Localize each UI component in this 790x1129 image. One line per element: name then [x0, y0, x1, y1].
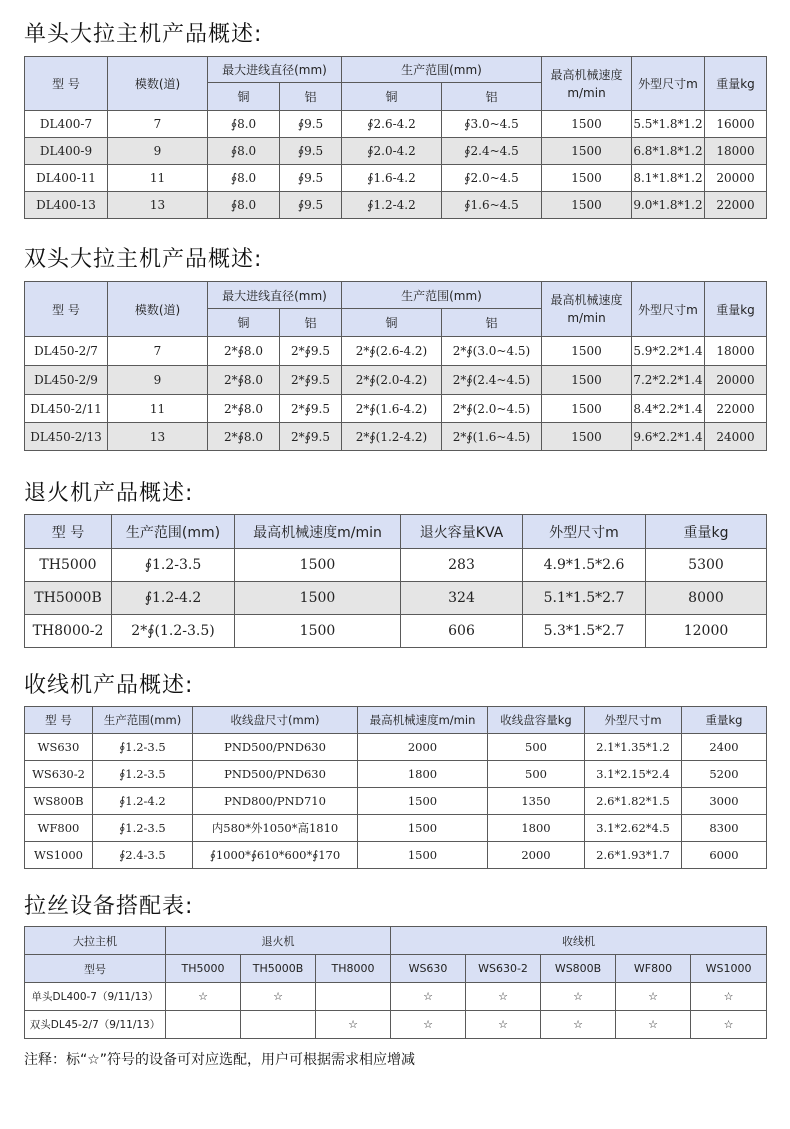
cell-speed: 1500 — [542, 366, 632, 395]
cell-al-inlet: 2*∮9.5 — [280, 337, 342, 366]
cell-spool-capacity: 500 — [488, 734, 585, 761]
header-aluminum: 铝 — [442, 309, 542, 337]
cell-empty — [241, 1011, 316, 1039]
cell-main-model: 双头DL45-2/7（9/11/13） — [25, 1011, 166, 1039]
cell-model: TH5000 — [25, 549, 112, 582]
cell-speed: 1500 — [235, 615, 401, 648]
cell-al-range: 2*∮(2.0~4.5) — [442, 395, 542, 423]
cell-cu-range: ∮2.0-4.2 — [342, 138, 442, 165]
header-dies: 模数(道) — [108, 282, 208, 337]
cell-al-range: 2*∮(1.6~4.5) — [442, 423, 542, 451]
star-icon: ☆ — [616, 983, 691, 1011]
cell-weight: 8300 — [682, 815, 767, 842]
header-range: 生产范围(mm) — [112, 515, 235, 549]
cell-speed: 1500 — [542, 192, 632, 219]
cell-speed: 1500 — [542, 111, 632, 138]
double-head-table — [24, 281, 767, 451]
star-icon: ☆ — [391, 983, 466, 1011]
header-model: 型 号 — [25, 515, 112, 549]
table-row — [25, 983, 767, 1011]
table-row — [25, 788, 767, 815]
table-row — [25, 734, 767, 761]
annealer-table — [24, 514, 767, 648]
table-row — [25, 165, 767, 192]
star-icon: ☆ — [466, 983, 541, 1011]
star-icon: ☆ — [316, 1011, 391, 1039]
cell-al-range: 2*∮(2.4~4.5) — [442, 366, 542, 395]
cell-weight: 20000 — [705, 366, 767, 395]
header-size: 外型尺寸m — [585, 707, 682, 734]
header-weight: 重量kg — [682, 707, 767, 734]
cell-al-inlet: ∮9.5 — [280, 165, 342, 192]
cell-dies: 13 — [108, 192, 208, 219]
cell-model: DL450-2/13 — [25, 423, 108, 451]
header-ws1000: WS1000 — [691, 955, 767, 983]
cell-capacity: 606 — [401, 615, 523, 648]
cell-spool-capacity: 1800 — [488, 815, 585, 842]
cell-al-range: ∮2.4~4.5 — [442, 138, 542, 165]
header-weight: 重量kg — [646, 515, 767, 549]
header-copper: 铜 — [342, 83, 442, 111]
cell-model: TH8000-2 — [25, 615, 112, 648]
cell-size: 2.6*1.82*1.5 — [585, 788, 682, 815]
cell-weight: 5300 — [646, 549, 767, 582]
cell-cu-inlet: ∮8.0 — [208, 165, 280, 192]
cell-cu-range: ∮2.6-4.2 — [342, 111, 442, 138]
cell-dies: 13 — [108, 423, 208, 451]
table-row — [25, 423, 767, 451]
cell-model: WS800B — [25, 788, 93, 815]
cell-size: 2.6*1.93*1.7 — [585, 842, 682, 869]
header-annealer: 退火机 — [166, 927, 391, 955]
cell-weight: 3000 — [682, 788, 767, 815]
cell-speed: 1500 — [358, 842, 488, 869]
cell-size: 4.9*1.5*2.6 — [523, 549, 646, 582]
cell-al-range: 2*∮(3.0~4.5) — [442, 337, 542, 366]
star-icon: ☆ — [166, 983, 241, 1011]
header-copper: 铜 — [208, 83, 280, 111]
header-speed: 最高机械速度m/min — [542, 282, 632, 337]
header-weight: 重量kg — [705, 282, 767, 337]
header-ws800b: WS800B — [541, 955, 616, 983]
header-speed: 最高机械速度m/min — [235, 515, 401, 549]
table-row — [25, 192, 767, 219]
header-th8000: TH8000 — [316, 955, 391, 983]
cell-model: DL450-2/7 — [25, 337, 108, 366]
cell-model: WS630 — [25, 734, 93, 761]
table-row — [25, 615, 767, 648]
cell-cu-inlet: 2*∮8.0 — [208, 423, 280, 451]
star-icon: ☆ — [541, 983, 616, 1011]
cell-model: WS1000 — [25, 842, 93, 869]
cell-al-range: ∮3.0~4.5 — [442, 111, 542, 138]
header-main-machine: 大拉主机 — [25, 927, 166, 955]
header-copper: 铜 — [208, 309, 280, 337]
cell-cu-range: 2*∮(2.6-4.2) — [342, 337, 442, 366]
header-spool-capacity: 收线盘容量kg — [488, 707, 585, 734]
header-model: 型号 — [25, 955, 166, 983]
cell-size: 2.1*1.35*1.2 — [585, 734, 682, 761]
cell-cu-inlet: 2*∮8.0 — [208, 366, 280, 395]
table-row — [25, 815, 767, 842]
cell-cu-range: 2*∮(1.6-4.2) — [342, 395, 442, 423]
cell-weight: 24000 — [705, 423, 767, 451]
star-icon: ☆ — [241, 983, 316, 1011]
cell-al-inlet: 2*∮9.5 — [280, 423, 342, 451]
cell-dies: 11 — [108, 165, 208, 192]
cell-size: 5.1*1.5*2.7 — [523, 582, 646, 615]
table-row — [25, 1011, 767, 1039]
cell-spool-size: 内580*外1050*高1810 — [193, 815, 358, 842]
cell-weight: 2400 — [682, 734, 767, 761]
single-head-table — [24, 56, 767, 219]
cell-cu-inlet: ∮8.0 — [208, 138, 280, 165]
cell-weight: 20000 — [705, 165, 767, 192]
cell-speed: 1500 — [542, 165, 632, 192]
header-model: 型 号 — [25, 57, 108, 111]
header-ws630-2: WS630-2 — [466, 955, 541, 983]
cell-speed: 1800 — [358, 761, 488, 788]
cell-cu-inlet: 2*∮8.0 — [208, 337, 280, 366]
cell-model: WS630-2 — [25, 761, 93, 788]
cell-cu-inlet: ∮8.0 — [208, 192, 280, 219]
cell-speed: 1500 — [542, 423, 632, 451]
cell-model: TH5000B — [25, 582, 112, 615]
cell-capacity: 283 — [401, 549, 523, 582]
cell-weight: 8000 — [646, 582, 767, 615]
matching-table — [24, 926, 767, 1039]
table-row — [25, 366, 767, 395]
cell-range: ∮1.2-3.5 — [93, 734, 193, 761]
cell-spool-capacity: 1350 — [488, 788, 585, 815]
cell-weight: 22000 — [705, 395, 767, 423]
header-size: 外型尺寸m — [632, 282, 705, 337]
cell-model: DL450-2/11 — [25, 395, 108, 423]
cell-capacity: 324 — [401, 582, 523, 615]
header-weight: 重量kg — [705, 57, 767, 111]
header-speed: 最高机械速度m/min — [542, 57, 632, 111]
cell-al-inlet: ∮9.5 — [280, 111, 342, 138]
cell-speed: 1500 — [542, 337, 632, 366]
cell-al-range: ∮2.0~4.5 — [442, 165, 542, 192]
cell-range: ∮1.2-4.2 — [93, 788, 193, 815]
cell-size: 3.1*2.62*4.5 — [585, 815, 682, 842]
cell-speed: 1500 — [358, 815, 488, 842]
cell-speed: 1500 — [358, 788, 488, 815]
cell-size: 3.1*2.15*2.4 — [585, 761, 682, 788]
cell-al-inlet: 2*∮9.5 — [280, 366, 342, 395]
header-aluminum: 铝 — [280, 309, 342, 337]
star-icon: ☆ — [541, 1011, 616, 1039]
cell-range: 2*∮(1.2-3.5) — [112, 615, 235, 648]
header-range: 生产范围(mm) — [93, 707, 193, 734]
header-th5000: TH5000 — [166, 955, 241, 983]
header-range: 生产范围(mm) — [342, 282, 542, 309]
header-model: 型 号 — [25, 707, 93, 734]
star-icon: ☆ — [691, 1011, 767, 1039]
cell-dies: 9 — [108, 366, 208, 395]
cell-range: ∮2.4-3.5 — [93, 842, 193, 869]
header-speed: 最高机械速度m/min — [358, 707, 488, 734]
cell-al-inlet: 2*∮9.5 — [280, 395, 342, 423]
cell-cu-range: ∮1.2-4.2 — [342, 192, 442, 219]
cell-spool-size: ∮1000*∮610*600*∮170 — [193, 842, 358, 869]
table-row — [25, 761, 767, 788]
header-capacity: 退火容量KVA — [401, 515, 523, 549]
cell-speed: 1500 — [235, 582, 401, 615]
table-row — [25, 582, 767, 615]
cell-al-range: ∮1.6~4.5 — [442, 192, 542, 219]
table-row — [25, 549, 767, 582]
takeup-table — [24, 706, 767, 869]
cell-weight: 18000 — [705, 337, 767, 366]
cell-dies: 9 — [108, 138, 208, 165]
cell-cu-range: ∮1.6-4.2 — [342, 165, 442, 192]
cell-weight: 22000 — [705, 192, 767, 219]
cell-speed: 1500 — [542, 138, 632, 165]
cell-speed: 1500 — [235, 549, 401, 582]
cell-size: 5.3*1.5*2.7 — [523, 615, 646, 648]
cell-dies: 7 — [108, 111, 208, 138]
cell-cu-inlet: ∮8.0 — [208, 111, 280, 138]
cell-size: 7.2*2.2*1.4 — [632, 366, 705, 395]
cell-weight: 18000 — [705, 138, 767, 165]
header-max-inlet: 最大进线直径(mm) — [208, 282, 342, 309]
cell-size: 5.9*2.2*1.4 — [632, 337, 705, 366]
cell-al-inlet: ∮9.5 — [280, 192, 342, 219]
cell-spool-size: PND800/PND710 — [193, 788, 358, 815]
cell-range: ∮1.2-3.5 — [93, 815, 193, 842]
cell-size: 6.8*1.8*1.2 — [632, 138, 705, 165]
double-head-title: 双头大拉主机产品概述: — [24, 247, 263, 272]
single-head-title: 单头大拉主机产品概述: — [24, 22, 263, 47]
star-icon: ☆ — [466, 1011, 541, 1039]
cell-model: DL400-9 — [25, 138, 108, 165]
header-wf800: WF800 — [616, 955, 691, 983]
matching-title: 拉丝设备搭配表: — [24, 894, 194, 919]
table-row — [25, 842, 767, 869]
header-takeup: 收线机 — [391, 927, 767, 955]
cell-weight: 6000 — [682, 842, 767, 869]
cell-size: 9.6*2.2*1.4 — [632, 423, 705, 451]
cell-size: 8.1*1.8*1.2 — [632, 165, 705, 192]
cell-weight: 12000 — [646, 615, 767, 648]
cell-main-model: 单头DL400-7（9/11/13） — [25, 983, 166, 1011]
cell-weight: 5200 — [682, 761, 767, 788]
table-row — [25, 395, 767, 423]
cell-size: 8.4*2.2*1.4 — [632, 395, 705, 423]
cell-dies: 11 — [108, 395, 208, 423]
cell-range: ∮1.2-3.5 — [93, 761, 193, 788]
header-size: 外型尺寸m — [632, 57, 705, 111]
star-icon: ☆ — [616, 1011, 691, 1039]
cell-empty — [316, 983, 391, 1011]
header-copper: 铜 — [342, 309, 442, 337]
star-icon: ☆ — [391, 1011, 466, 1039]
cell-spool-capacity: 500 — [488, 761, 585, 788]
header-max-inlet: 最大进线直径(mm) — [208, 57, 342, 83]
cell-weight: 16000 — [705, 111, 767, 138]
table-row — [25, 337, 767, 366]
cell-model: DL400-13 — [25, 192, 108, 219]
header-size: 外型尺寸m — [523, 515, 646, 549]
header-model: 型 号 — [25, 282, 108, 337]
cell-cu-range: 2*∮(1.2-4.2) — [342, 423, 442, 451]
header-aluminum: 铝 — [442, 83, 542, 111]
cell-al-inlet: ∮9.5 — [280, 138, 342, 165]
cell-empty — [166, 1011, 241, 1039]
cell-range: ∮1.2-4.2 — [112, 582, 235, 615]
header-aluminum: 铝 — [280, 83, 342, 111]
cell-model: DL400-11 — [25, 165, 108, 192]
cell-range: ∮1.2-3.5 — [112, 549, 235, 582]
cell-spool-size: PND500/PND630 — [193, 734, 358, 761]
star-icon: ☆ — [691, 983, 767, 1011]
cell-cu-inlet: 2*∮8.0 — [208, 395, 280, 423]
table-row — [25, 111, 767, 138]
header-th5000b: TH5000B — [241, 955, 316, 983]
header-spool-size: 收线盘尺寸(mm) — [193, 707, 358, 734]
header-dies: 模数(道) — [108, 57, 208, 111]
cell-size: 9.0*1.8*1.2 — [632, 192, 705, 219]
cell-spool-size: PND500/PND630 — [193, 761, 358, 788]
header-range: 生产范围(mm) — [342, 57, 542, 83]
annealer-title: 退火机产品概述: — [24, 481, 194, 506]
cell-speed: 1500 — [542, 395, 632, 423]
cell-spool-capacity: 2000 — [488, 842, 585, 869]
cell-model: WF800 — [25, 815, 93, 842]
table-row — [25, 138, 767, 165]
cell-cu-range: 2*∮(2.0-4.2) — [342, 366, 442, 395]
cell-size: 5.5*1.8*1.2 — [632, 111, 705, 138]
cell-model: DL400-7 — [25, 111, 108, 138]
takeup-title: 收线机产品概述: — [24, 673, 194, 698]
cell-dies: 7 — [108, 337, 208, 366]
footnote: 注释：标“☆”符号的设备可对应选配，用户可根据需求相应增减 — [24, 1052, 416, 1068]
header-ws630: WS630 — [391, 955, 466, 983]
cell-speed: 2000 — [358, 734, 488, 761]
cell-model: DL450-2/9 — [25, 366, 108, 395]
